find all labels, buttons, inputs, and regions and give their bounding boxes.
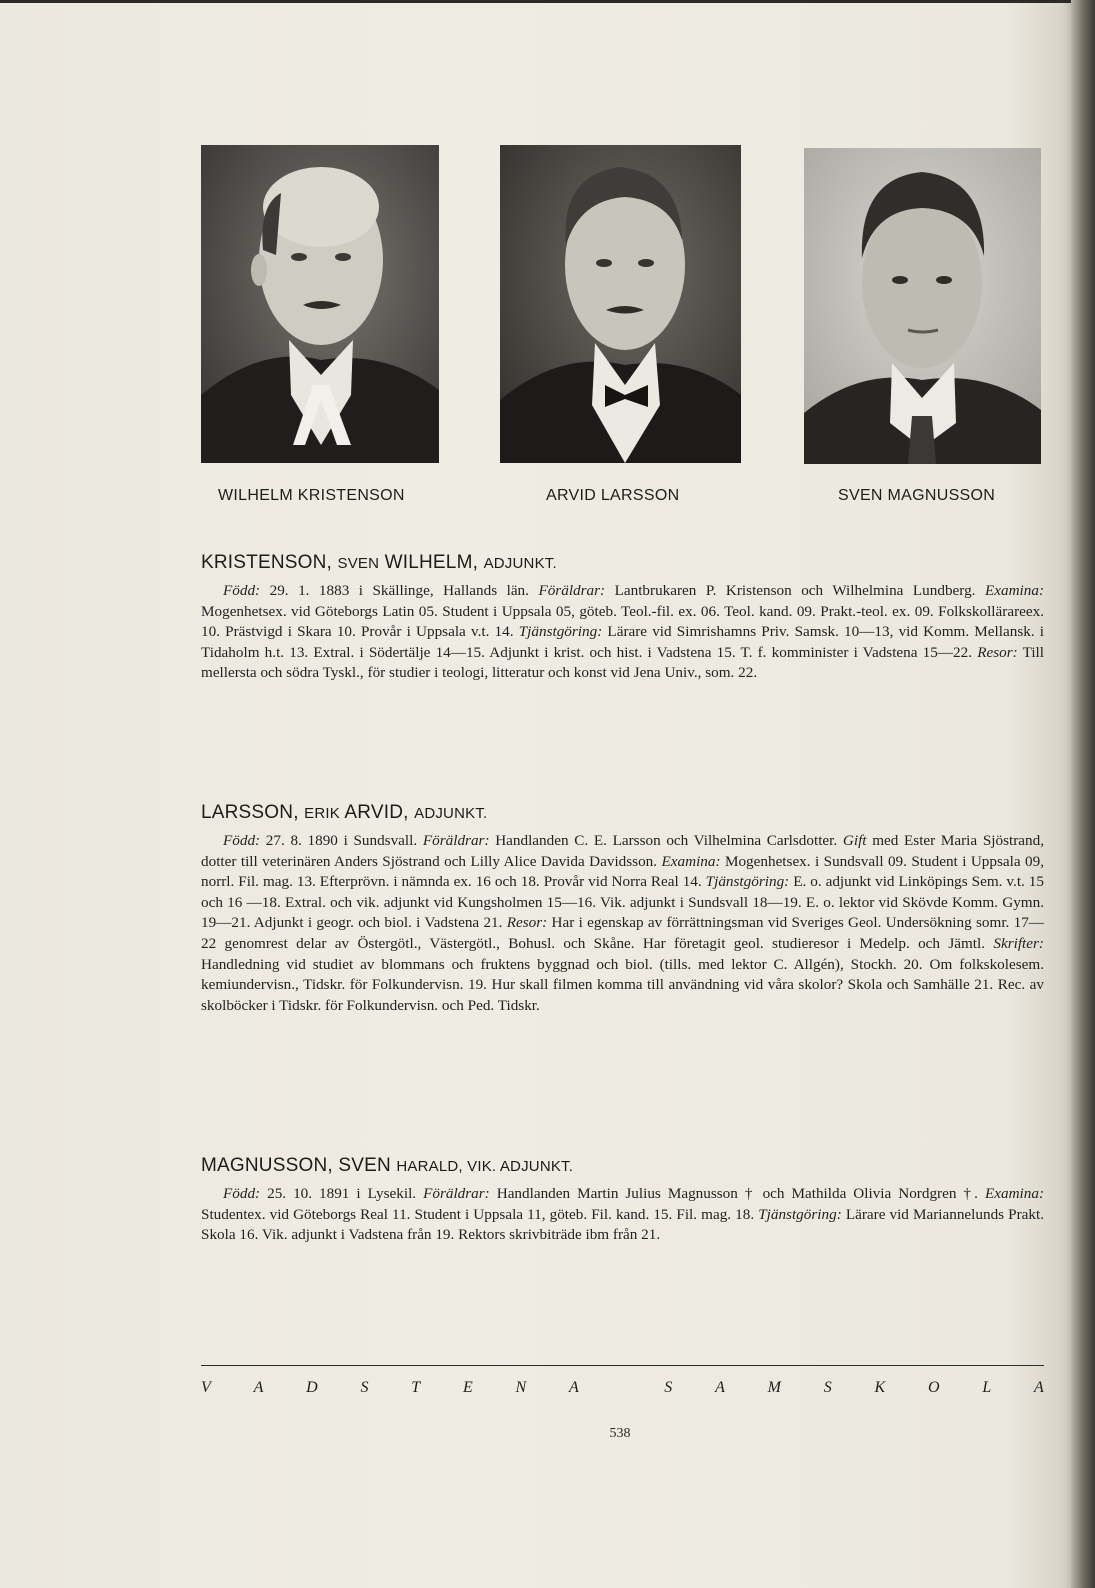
footer-letter: K [874, 1379, 886, 1396]
footer-letter: L [982, 1379, 992, 1396]
footer-letter: A [715, 1379, 725, 1396]
footer-letter: O [927, 1379, 940, 1396]
entry-heading [201, 1155, 1044, 1177]
top-border [0, 0, 1095, 3]
footer-letter: A [1034, 1379, 1044, 1396]
field-label: Examina: [984, 1185, 1045, 1202]
field-text: Handledning vid studiet av blommans och fruktens byggnad och biol. (tills. med lektor C. Allgén), Stockh. 20. Om folkskolesem. kemiundervisn., Tidskr. för Folkundervisn. 19. Hur skall filmen komma till användning vid våra skolor? Skola och Samhälle 21. Rec. av skolböcker i Tidskr. för Folkundervisn. och Ped. Tidskr. [201, 955, 1044, 1014]
field-label: Examina: [661, 852, 721, 870]
field-text: Studentex. vid Göteborgs Real 11. Student i Uppsala 11, göteb. Fil. kand. 15. Fil. mag. 18. [201, 1205, 759, 1223]
footer-letter: S [360, 1379, 369, 1396]
entry-heading [201, 802, 1044, 824]
footer-running-title [201, 1379, 1044, 1397]
footer-rule [201, 1365, 1044, 1366]
entry-surname: KRISTENSON, [201, 552, 332, 573]
field-label: Skrifter: [993, 934, 1044, 952]
field-label: Född: [223, 1185, 261, 1202]
entry-given-name: ARVID, [344, 802, 409, 823]
field-text: Mogenhetsex. vid Göteborgs Latin 05. Student i Uppsala 05, göteb. Teol.-fil. ex. 06. Teol. kand. 09. Prakt.-teol. ex. 09. Folkskollärareex. 10. Prästvigd i Skara 10. Provår i Uppsala v.t. 14. [201, 602, 1044, 641]
biography-entry-kristenson [201, 552, 1044, 684]
entry-given-name: SVEN [338, 1155, 391, 1176]
field-label: Född: [223, 582, 261, 599]
field-text: 25. 10. 1891 i Lysekil. [260, 1185, 424, 1202]
footer-letter: S [823, 1379, 832, 1396]
field-label: Föräldrar: [423, 1185, 490, 1202]
field-label: Tjänstgöring: [758, 1205, 842, 1223]
footer-letter: M [767, 1379, 781, 1396]
field-label: Föräldrar: [422, 832, 490, 849]
photo-caption-magnusson: SVEN MAGNUSSON [838, 487, 996, 504]
entry-heading [201, 552, 1044, 574]
entry-title: ADJUNKT. [483, 555, 557, 572]
field-text: Lärare vid Simrishamns Priv. Samsk. 10—13, vid Komm. Mellansk. i Tidaholm h.t. 13. Extral. i Södertälje 14—15. Adjunkt i krist. och hist. i Vadstena 15. T. f. komminister i Vadstena 15—22. [201, 623, 1045, 661]
entry-surname: LARSSON, [201, 802, 299, 823]
field-text: Lärare vid Mariannelunds Prakt. Skola 16. Vik. adjunkt i Vadstena från 19. Rektors skrivbiträde ibm från 21. [201, 1205, 1044, 1244]
entry-surname: MAGNUSSON, [201, 1155, 333, 1176]
entry-given-name-small: SVEN [337, 555, 380, 572]
photo-caption-larsson: ARVID LARSSON [546, 487, 680, 504]
field-label: Tjänstgöring: [705, 873, 790, 891]
field-label: Resor: [506, 914, 548, 932]
entry-body [201, 831, 1044, 1016]
field-text: Mogenhetsex. i Sundsvall 09. Student i Uppsala 09, norrl. Fil. mag. 13. Efterprövn. i nämnda ex. 16 och 18. Provår vid Norra Real 14. [201, 852, 1044, 891]
field-text: 29. 1. 1883 i Skällinge, Hallands län. [260, 582, 539, 599]
entry-title: ADJUNKT. [414, 805, 488, 822]
field-label: Gift [842, 832, 867, 849]
field-label: Resor: [977, 643, 1018, 661]
portrait-photo-magnusson [804, 148, 1041, 464]
footer-letter: D [306, 1379, 318, 1396]
page-number: 538 [609, 1426, 631, 1441]
entry-given-name: WILHELM, [384, 552, 479, 573]
field-label: Föräldrar: [538, 582, 606, 599]
field-text: 27. 8. 1890 i Sundsvall. [260, 832, 423, 849]
field-text: Handlanden C. E. Larsson och Vilhelmina Carlsdotter. [489, 832, 843, 849]
field-text: E. o. adjunkt vid Linköpings Sem. v.t. 15 och 16 —18. Extral. och vik. adjunkt vid Kungsholmen 15—16. Vik. adjunkt i Sundsvall 18—19. E. o. lektor vid Skövde Komm. Gymn. 19—21. Adjunkt i geogr. och biol. i Vadstena 21. [201, 873, 1044, 932]
footer-letter: E [462, 1379, 473, 1396]
entry-body [201, 581, 1044, 684]
field-text: Till mellersta och södra Tyskl., för studier i teologi, litteratur och konst vid Jena Univ., som. 22. [201, 643, 1044, 682]
portrait-photo-kristenson [201, 145, 439, 463]
biography-entry-larsson [201, 802, 1044, 1016]
field-label: Examina: [984, 582, 1044, 599]
page-edge-shadow [1071, 0, 1095, 1588]
field-text: Lantbrukaren P. Kristenson och Wilhelmina Lundberg. [605, 582, 985, 599]
field-text: med Ester Maria Sjöstrand, dotter till veterinären Anders Sjöstrand och Lilly Alice Davida Davidsson. [201, 832, 1044, 870]
field-text: Handlanden Martin Julius Magnusson † och Mathilda Olivia Nordgren †. [489, 1185, 985, 1202]
field-label: Tjänstgöring: [518, 623, 603, 641]
entry-title: HARALD, VIK. ADJUNKT. [396, 1158, 574, 1175]
biography-entry-magnusson [201, 1155, 1044, 1246]
footer-letter: S [664, 1379, 673, 1396]
footer-letter: N [515, 1379, 527, 1396]
field-label: Född: [223, 832, 261, 849]
footer-letter: A [253, 1379, 264, 1396]
footer-letter: A [568, 1379, 579, 1396]
entry-body [201, 1184, 1044, 1246]
footer-letter: V [201, 1379, 211, 1396]
footer-letter: T [411, 1379, 421, 1396]
portrait-photo-larsson [500, 145, 741, 463]
photo-caption-kristenson: WILHELM KRISTENSON [218, 487, 405, 504]
entry-given-name-small: ERIK [304, 805, 340, 822]
field-text: Har i egenskap av förrättningsman vid Sveriges Geol. Undersökning somr. 17—22 genomrest delar av Östergötl., Västergötl., Bohusl. och Skåne. Har företagit geol. studieresor i Medelp. och Jämtl. [201, 914, 1044, 952]
